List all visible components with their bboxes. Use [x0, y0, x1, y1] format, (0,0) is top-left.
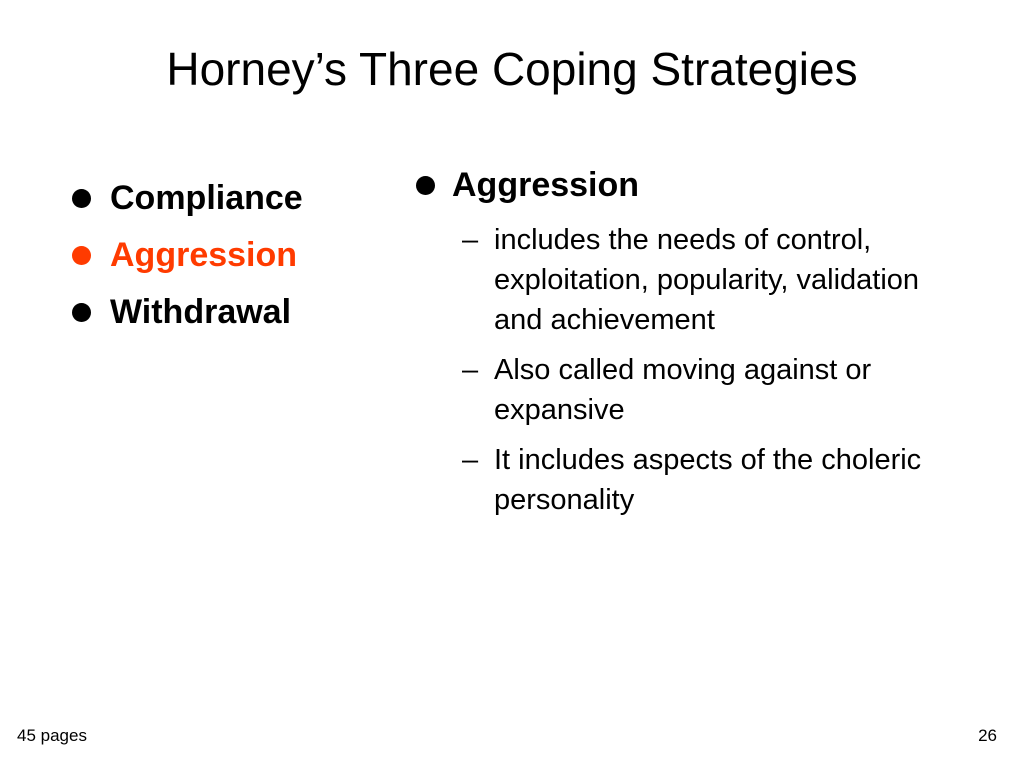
bullet-icon [72, 189, 91, 208]
list-item [462, 220, 982, 340]
dash-icon: – [462, 354, 479, 386]
list-item-withdrawal [68, 284, 303, 341]
list-item [462, 350, 982, 430]
list-item-label: Compliance [110, 179, 303, 217]
page-number: 26 [978, 726, 997, 745]
bullet-icon [72, 246, 91, 265]
point-text: It includes aspects of the choleric personality [494, 444, 922, 516]
dash-icon: – [462, 224, 479, 256]
detail-heading [412, 160, 639, 210]
bullet-icon [416, 176, 435, 195]
list-item-label: Withdrawal [110, 293, 292, 331]
dash-icon: – [462, 444, 479, 476]
page-count-label: 45 pages [17, 726, 87, 745]
point-text: Also called moving against or expansive [494, 354, 872, 426]
detail-heading-label: Aggression [452, 165, 640, 204]
point-text: includes the needs of control, exploitation, popularity, validation and achievement [494, 224, 920, 336]
list-item-aggression [68, 227, 303, 284]
bullet-icon [72, 303, 91, 322]
list-item [462, 440, 982, 520]
list-item-label: Aggression [110, 236, 298, 274]
detail-points [462, 220, 982, 530]
strategy-list [68, 170, 303, 341]
list-item-compliance [68, 170, 303, 227]
slide-title: Horney’s Three Coping Strategies [166, 43, 858, 95]
